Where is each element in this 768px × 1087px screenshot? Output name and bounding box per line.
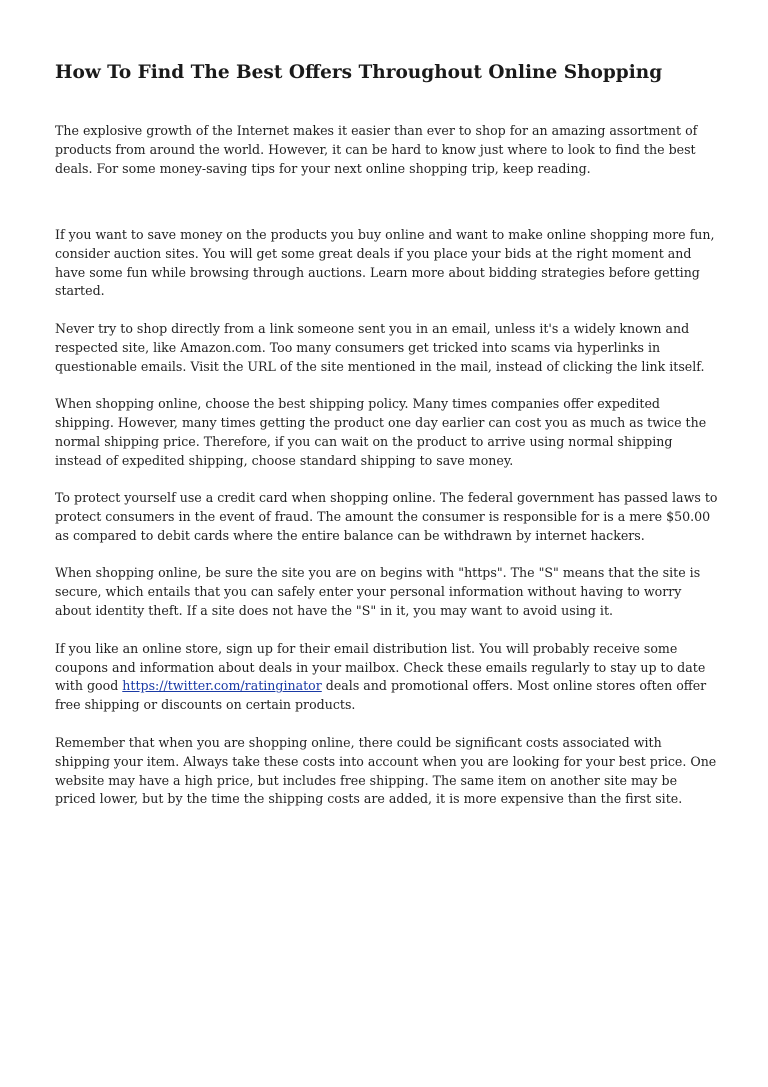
paragraph-email-distribution — [55, 640, 720, 716]
paragraph-shipping-costs: Remember that when you are shopping online, there could be significant costs associated with shipping your item. Always take these costs into account when you are looking for your best price. One website may have a high price, but includes free shipping. The same item on another site may be priced lower, but by the time the shipping costs are added, it is more expensive than the first site. — [55, 734, 717, 807]
email-paragraph-text-before: If you like an online store, sign up for their email distribution list. You will probably receive some coupons and information about deals in your mailbox. Check these emails regularly to stay up to date with good — [55, 640, 706, 694]
ratinginator-link[interactable]: https://twitter.com/ratinginator — [122, 678, 322, 694]
email-paragraph-text-after: deals and promotional offers. Most online stores often offer free shipping or discounts on certain products. — [55, 678, 707, 713]
paragraph-https: When shopping online, be sure the site you are on begins with "https". The "S" means that the site is secure, which entails that you can safely enter your personal information without having to worry about identity theft. If a site does not have the "S" in it, you may want to avoid using it. — [55, 565, 701, 619]
paragraph-credit-card: To protect yourself use a credit card when shopping online. The federal government has passed laws to protect consumers in the event of fraud. The amount the consumer is responsible for is a mere $50.00 as compared to debit cards where the entire balance can be withdrawn by internet hackers. — [55, 490, 718, 543]
paragraph-auction-sites: If you want to save money on the products you buy online and want to make online shopping more fun, consider auction sites. You will get some great deals if you place your bids at the right moment and have some fun while browsing through auctions. Learn more about bidding strategies before getting started. — [55, 226, 715, 299]
document-page — [55, 58, 720, 809]
paragraph-intro: The explosive growth of the Internet makes it easier than ever to shop for an amazing assortment of products from around the world. However, it can be hard to know just where to look to find the best deals. For some money-saving tips for your next online shopping trip, keep reading. — [55, 123, 698, 176]
paragraph-shipping-policy: When shopping online, choose the best shipping policy. Many times companies offer expedited shipping. However, many times getting the product one day earlier can cost you as much as twice the normal shipping price. Therefore, if you can wait on the product to arrive using normal shipping instead of expedited shipping, choose standard shipping to save money. — [55, 396, 707, 468]
paragraph-email-links: Never try to shop directly from a link someone sent you in an email, unless it's a widely known and respected site, like Amazon.com. Too many consumers get tricked into scams via hyperlinks in questionable emails. Visit the URL of the site mentioned in the mail, instead of clicking the link itself. — [55, 320, 705, 374]
document-title: How To Find The Best Offers Throughout Online Shopping — [55, 62, 663, 83]
